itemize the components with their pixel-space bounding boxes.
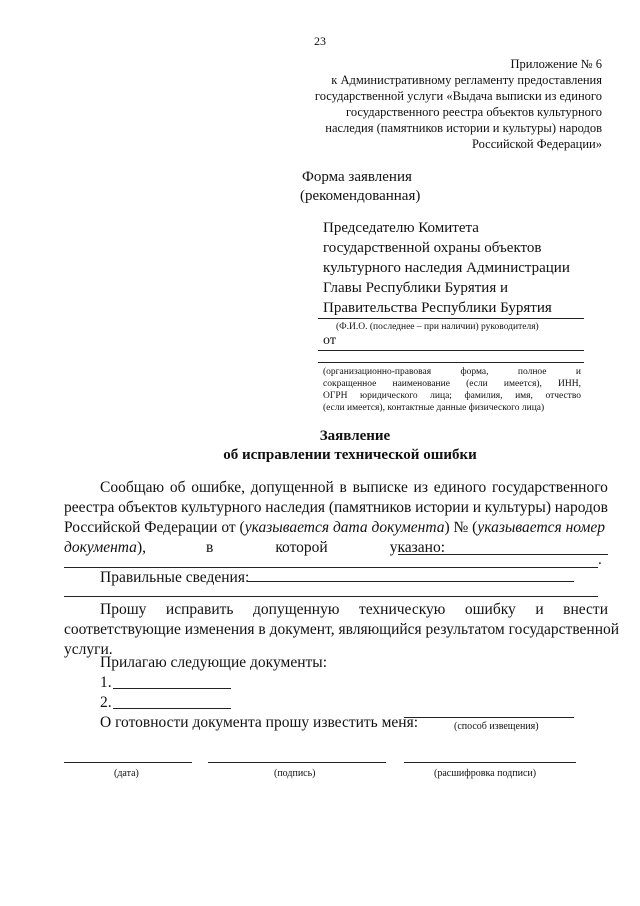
notify-method-line[interactable] [404,717,574,718]
attachments-label: Прилагаю следующие документы: [100,654,328,671]
recipient-line: Главы Республики Бурятия и [323,280,508,296]
paragraph-line: документа), в которой указано: [64,539,445,556]
document-subtitle: об исправлении технической ошибки [223,447,477,463]
appendix-line: государственного реестра объектов культурного [346,105,602,119]
notify-label: О готовности документа прошу известить меня: [100,714,419,731]
fio-line[interactable] [318,318,584,319]
fio-caption: (Ф.И.О. (последнее – при наличии) руководителя) [336,322,539,332]
from-line[interactable] [318,350,584,351]
paragraph-line: услуги. [64,641,113,658]
request-paragraph [64,600,620,660]
period: . [598,552,602,568]
appendix-line: к Административному регламенту предоставления [331,73,602,87]
recipient-block [323,218,623,318]
recipient-line: культурного наследия Администрации [323,260,570,276]
appendix-line: Приложение № 6 [510,57,602,71]
form-caption-subtitle: (рекомендованная) [300,188,421,204]
signature-decode-line[interactable] [404,762,576,763]
paragraph-line: Прошу исправить допущенную техническую ошибку и внести [100,601,608,618]
recipient-line: Председателю Комитета [323,220,479,236]
correct-info-label: Правильные сведения: [100,569,250,586]
attachment-item-2: 2. [100,694,112,711]
form-caption-title: Форма заявления [302,169,412,185]
correct-info-line[interactable] [248,581,574,582]
date-caption: (дата) [114,768,139,779]
error-field-line[interactable] [398,554,608,555]
document-title: Заявление [319,428,391,444]
signature-caption: (подпись) [274,768,316,779]
org-caption-line: ОГРН юридического лица; фамилия, имя, отчество [323,391,581,401]
appendix-line: наследия (памятников истории и культуры) народов [325,121,602,135]
page-number: 23 [314,34,326,48]
org-caption-line: сокращенное наименование (если имеется), ИНН, [323,379,581,389]
signature-line[interactable] [208,762,386,763]
attachment-line-2[interactable] [113,708,231,709]
org-caption-line: (если имеется), контактные данные физического лица) [323,403,545,413]
recipient-line: Правительства Республики Бурятия [323,300,552,316]
paragraph-line: Российской Федерации от ( указывается дата документа ) № ( указывается номер [64,519,605,536]
paragraph-line: реестра объектов культурного наследия (памятников истории и культуры) народов [64,499,608,516]
notify-caption: (способ извещения) [454,721,539,732]
org-caption-line: (организационно-правовая форма, полное и [323,367,581,377]
attachment-item-1: 1. [100,674,112,691]
attachment-line-1[interactable] [113,688,231,689]
error-report-paragraph [64,478,608,558]
paragraph-line: Сообщаю об ошибке, допущенной в выписке из единого государственного [100,479,608,496]
correct-info-line-2[interactable] [64,596,598,597]
paragraph-line: соответствующие изменения в документ, являющийся результатом государственной [64,621,620,638]
appendix-header [272,56,602,152]
org-caption [323,366,581,414]
signature-decode-caption: (расшифровка подписи) [434,768,537,779]
form-caption [300,168,420,206]
appendix-line: государственной услуги «Выдача выписки из единого [314,89,602,103]
from-line-2[interactable] [318,362,584,363]
appendix-line: Российской Федерации» [471,137,602,151]
from-label: от [323,333,336,348]
date-line[interactable] [64,762,192,763]
recipient-line: государственной охраны объектов [323,240,542,256]
